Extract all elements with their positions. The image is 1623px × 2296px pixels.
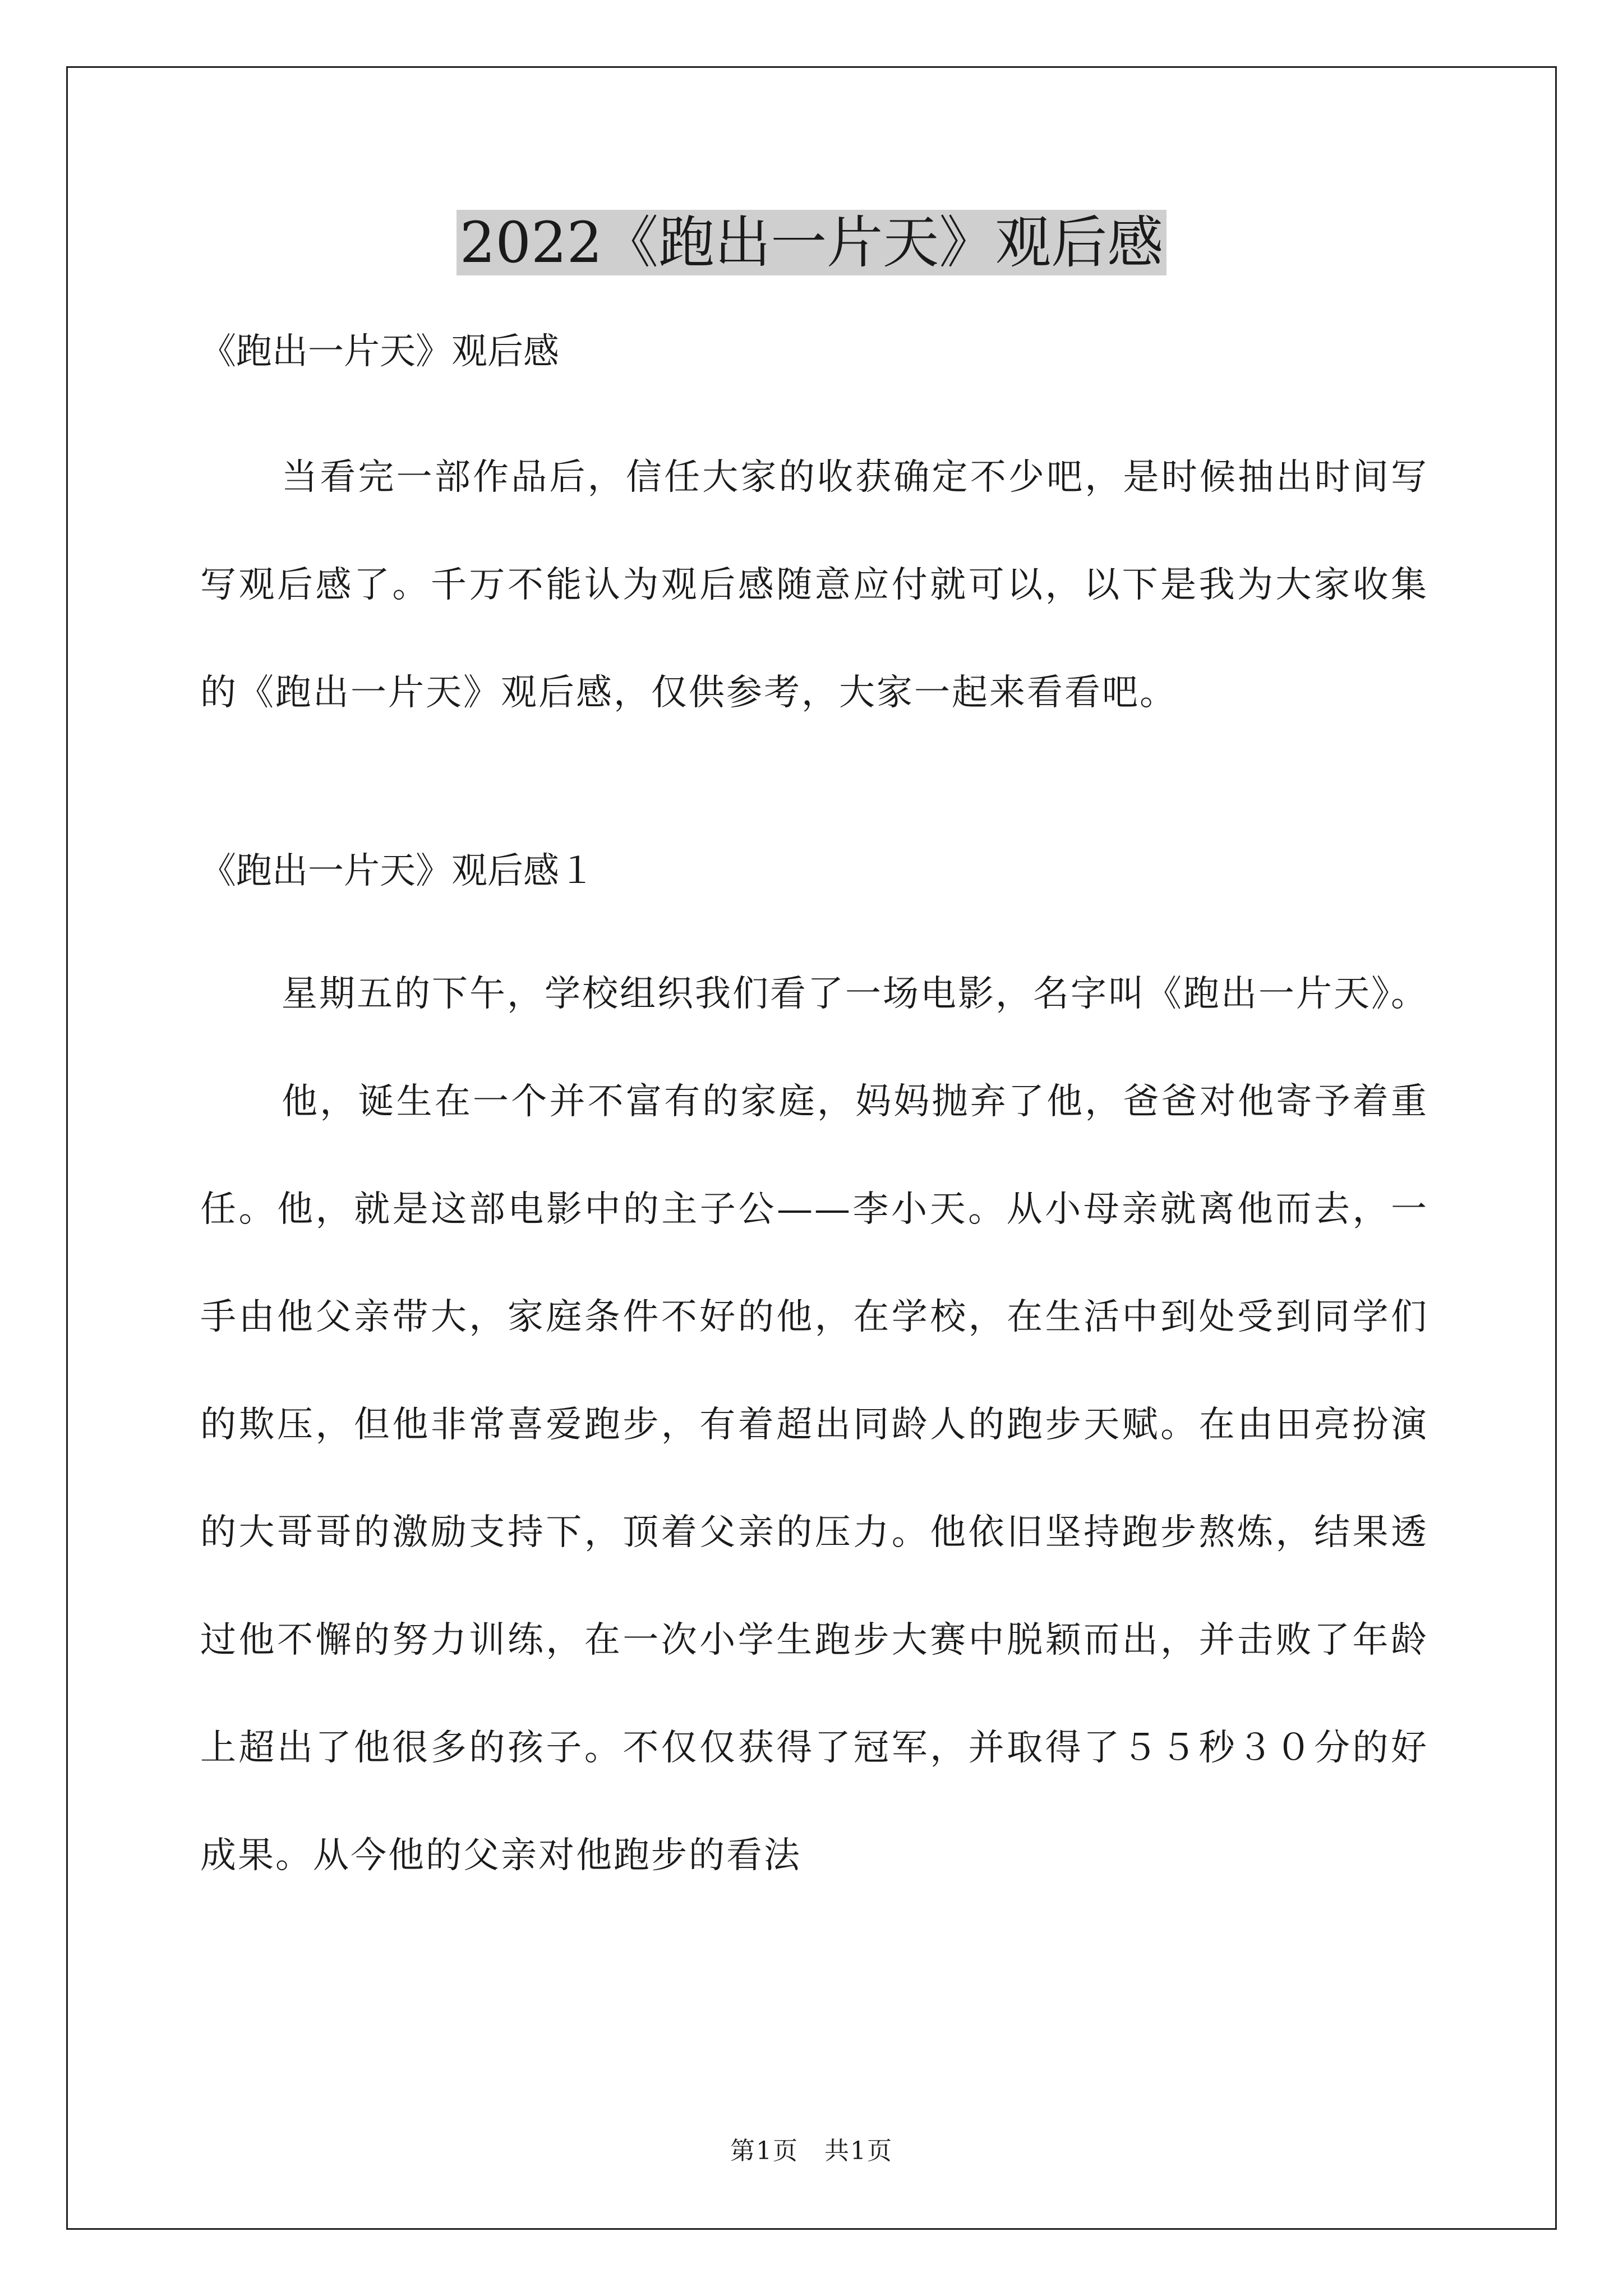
- intro-paragraph: 当看完一部作品后，信任大家的收获确定不少吧，是时候抽出时间写写观后感了。千万不能认为观后感随意应付就可以，以下是我为大家收集的《跑出一片天》观后感，仅供参考，大家一起来看看吧。: [200, 457, 1428, 714]
- body-paragraph-1: 星期五的下午，学校组织我们看了一场电影，名字叫《跑出一片天》。: [282, 973, 1428, 1015]
- section-title: 《跑出一片天》观后感１: [200, 850, 595, 892]
- document-body: [200, 306, 1428, 1910]
- page-footer: 第1页 共1页: [730, 2137, 893, 2165]
- document-title-text: 2022《跑出一片天》观后感: [457, 210, 1167, 275]
- document-title: [0, 206, 1623, 279]
- body-paragraph-2: 他，诞生在一个并不富有的家庭，妈妈抛弃了他，爸爸对他寄予着重任。他，就是这部电影中的主子公——李小天。从小母亲就离他而去，一手由他父亲带大，家庭条件不好的他，在学校，在生活中到处受到同学们的欺压，但他非常喜爱跑步，有着超出同龄人的跑步天赋。在由田亮扮演的大哥哥的激励支持下，顶着父亲的压力。他依旧坚持跑步熬炼，结果透过他不懈的努力训练，在一次小学生跑步大赛中脱颖而出，并击败了年龄上超出了他很多的孩子。不仅仅获得了冠军，并取得了５５秒３０分的好成果。从今他的父亲对他跑步的看法: [200, 1081, 1428, 1876]
- subtitle: 《跑出一片天》观后感: [200, 331, 559, 372]
